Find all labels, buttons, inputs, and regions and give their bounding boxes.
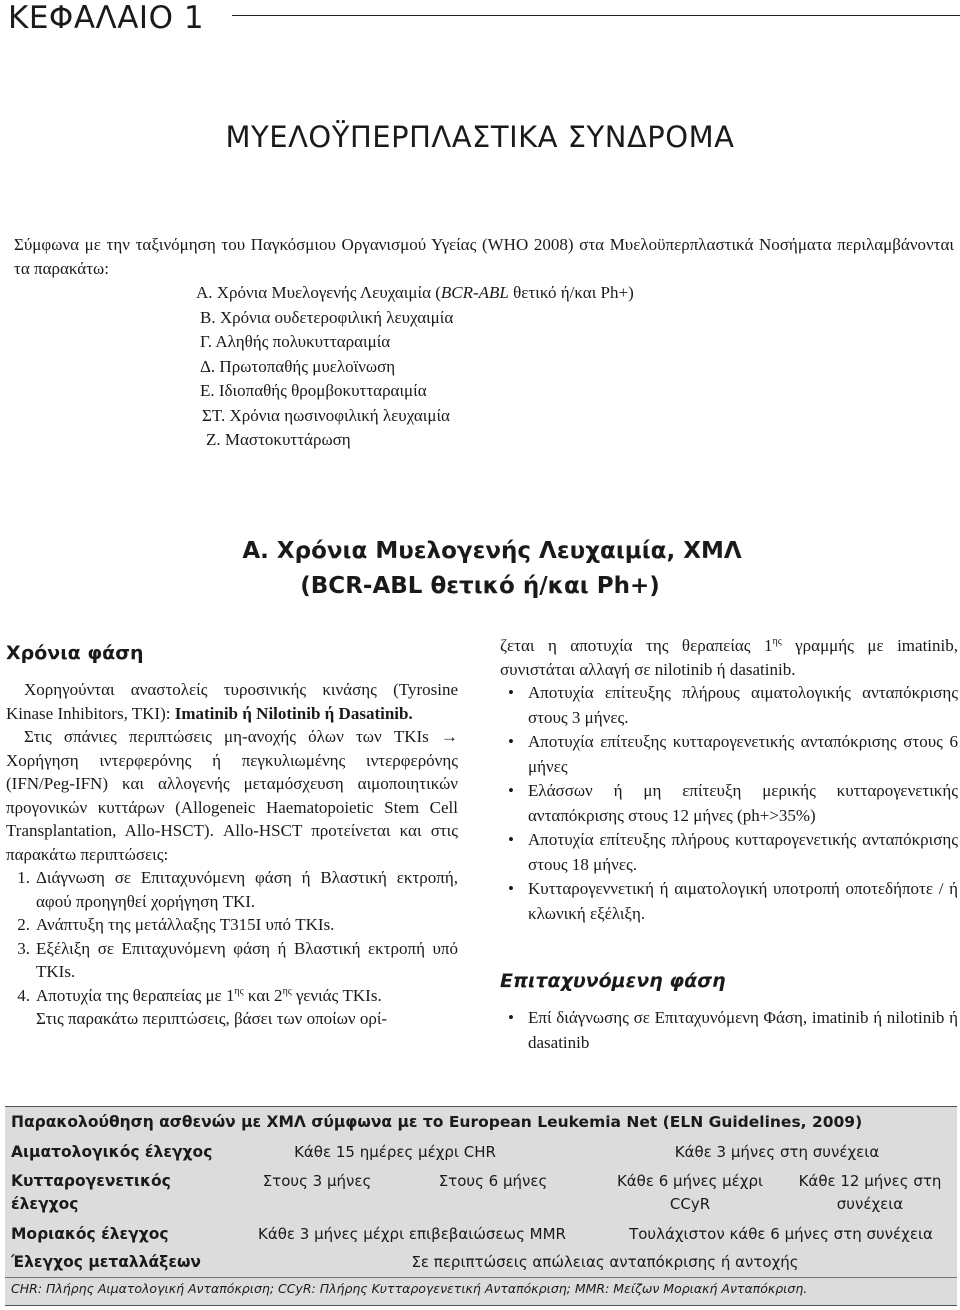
hsct-case: 1. Διάγνωση σε Επιταχυνόμενη φάση ή Βλαστική εκτροπή, αφού προηγηθεί χορήγηση TKI. (17, 868, 458, 911)
hsct-case: 2. Ανάπτυξη της μετάλλαξης T315I υπό TKIs. (17, 915, 335, 934)
failure-intro: Στις παρακάτω περιπτώσεις, βάσει των οποίων ορί- (36, 1009, 388, 1028)
class-item-e: Ε. Ιδιοπαθής θρομβοκυτταραιμία (200, 381, 427, 400)
row-label-cytogenetic: Κυτταρογενετικός έλεγχος (11, 1172, 171, 1213)
footnote-divider (5, 1277, 957, 1278)
hsct-case: 3. Εξέλιξη σε Επιταχυνόμενη φάση ή Βλαστική εκτροπή υπό TKIs. (17, 938, 458, 981)
class-item-a: Α. Χρόνια Μυελογενής Λευχαιμία (BCR-ABL θετικό ή/και Ph+) (196, 283, 634, 302)
page-title: ΜΥΕΛΟΫΠΕΡΠΛΑΣΤΙΚΑ ΣΥΝΔΡΟΜΑ (225, 120, 735, 154)
row-label-molecular: Μοριακός έλεγχος (11, 1225, 169, 1243)
list-item: • Κυτταρογεννετική ή αιματολογική υποτροπή οποτεδήποτε / ή κλωνική εξέλιξη. (508, 879, 958, 923)
chronic-phase-heading: Χρόνια φάση (6, 642, 144, 664)
intro-paragraph: Σύμφωνα με την ταξινόμηση του Παγκόσμιου Οργανισμού Υγείας (WHO 2008) στα Μυελοϋπερπλαστικά Νοσήματα περιλαμβάνονται τα παρακάτω: (14, 235, 954, 278)
classification-list (196, 281, 634, 453)
table-cell: Κάθε 3 μήνες μέχρι επιβεβαιώσεως MMR (258, 1225, 566, 1243)
class-item-z: Ζ. Μαστοκυττάρωση (206, 430, 351, 449)
list-item: • Αποτυχία επίτευξης πλήρους κυτταρογενετικής ανταπόκρισης στους 18 μήνες. (508, 830, 958, 874)
right-column (500, 634, 958, 1055)
list-item: • Ελάσσων ή μη επίτευξη μερικής κυτταρογενετικής ανταπόκρισης στους 12 μήνες (ph+>35%) (508, 781, 958, 825)
row-label-hematologic: Αιματολογικός έλεγχος (11, 1143, 213, 1161)
class-item-c: Γ. Αληθής πολυκυτταραιμία (200, 332, 391, 351)
section-title-line2: (BCR-ABL θετικό ή/και Ph+) (300, 573, 660, 599)
hsct-case: 4. Αποτυχία της θεραπείας με $1^{\eta\varsigma}$ και $2^{\eta\varsigma}$ γενιάς TKIs. (17, 985, 382, 1005)
table-cell: Τουλάχιστον κάθε 6 μήνες στη συνέχεια (629, 1225, 933, 1243)
class-item-st: ΣΤ. Χρόνια ηωσινοφιλική λευχαιμία (202, 405, 450, 425)
intolerance-paragraph: Στις σπάνιες περιπτώσεις μη-ανοχής όλων των TKIs → Χορήγηση ιντερφερόνης ή πεγκυλιωμένης ιντερφερόνης (IFN/Peg-IFN) και αλλογενής μεταμόσχευση αιμοποιητικών προγονικών κυττάρων (Allogeneic Haematopoietic Stem Cell Transplantation, Allo-HSCT). Allo-HSCT προτείνεται και στις παρακάτω περιπτώσεις: (6, 727, 458, 864)
tki-paragraph: Χορηγούνται αναστολείς τυροσινικής κινάσης (Tyrosine Kinase Inhibitors, TKI): Imatinib ή Nilotinib ή Dasatinib. (6, 680, 458, 723)
monitoring-table (5, 1106, 957, 1306)
left-column (6, 642, 458, 1031)
hsct-cases-list (6, 866, 458, 1007)
list-item: • Αποτυχία επίτευξης κυτταρογενετικής ανταπόκρισης στους 6 μήνες (508, 732, 958, 776)
accelerated-phase-heading: Επιταχυνόμενη φάση (500, 970, 726, 992)
list-item: • Αποτυχία επίτευξης πλήρους αιματολογικής ανταπόκρισης στους 3 μήνες. (508, 683, 958, 727)
table-cell: Κάθε 12 μήνες στη συνέχεια (798, 1172, 942, 1213)
row-label-mutation: Έλεγχος μεταλλάξεων (11, 1253, 201, 1271)
list-item: • Επί διάγνωσης σε Επιταχυνόμενη Φάση, imatinib ή nilotinib ή dasatinib (508, 1008, 958, 1052)
table-cell: Στους 6 μήνες (438, 1172, 548, 1190)
table-footnote: CHR: Πλήρης Αιματολογική Ανταπόκριση; CCyR: Πλήρης Κυτταρογενετική Ανταπόκριση; MMR: Μείζων Μοριακή Ανταπόκριση. (11, 1281, 808, 1296)
failure-continuation: ζεται η αποτυχία της θεραπείας $1^{\eta\varsigma}$ γραμμής με imatinib, συνιστάται αλλαγή σε nilotinib ή dasatinib. (500, 636, 958, 679)
section-title-line1: Α. Χρόνια Μυελογενής Λευχαιμία, ΧΜΛ (242, 538, 742, 564)
table-title: Παρακολούθηση ασθενών με ΧΜΛ σύμφωνα με το European Leukemia Net (ELN Guidelines, 2009) (11, 1113, 863, 1131)
section-title (0, 534, 960, 604)
chapter-label: ΚΕΦΑΛΑΙΟ 1 (8, 0, 205, 36)
accelerated-phase-list (500, 1006, 958, 1055)
table-cell: Κάθε 15 ημέρες μέχρι CHR (294, 1143, 496, 1161)
table-cell: Στους 3 μήνες (262, 1172, 372, 1190)
class-item-d: Δ. Πρωτοπαθής μυελοϊνωση (200, 356, 396, 376)
table-cell: Κάθε 3 μήνες στη συνέχεια (674, 1143, 880, 1161)
table-cell: Κάθε 6 μήνες μέχρι CCyR (616, 1172, 764, 1213)
header-rule (232, 15, 960, 16)
failure-criteria-list (500, 681, 958, 926)
table-cell: Σε περιπτώσεις απώλειας ανταπόκρισης ή αντοχής (411, 1253, 799, 1271)
class-item-b: Β. Χρόνια ουδετεροφιλική λευχαιμία (200, 307, 454, 327)
